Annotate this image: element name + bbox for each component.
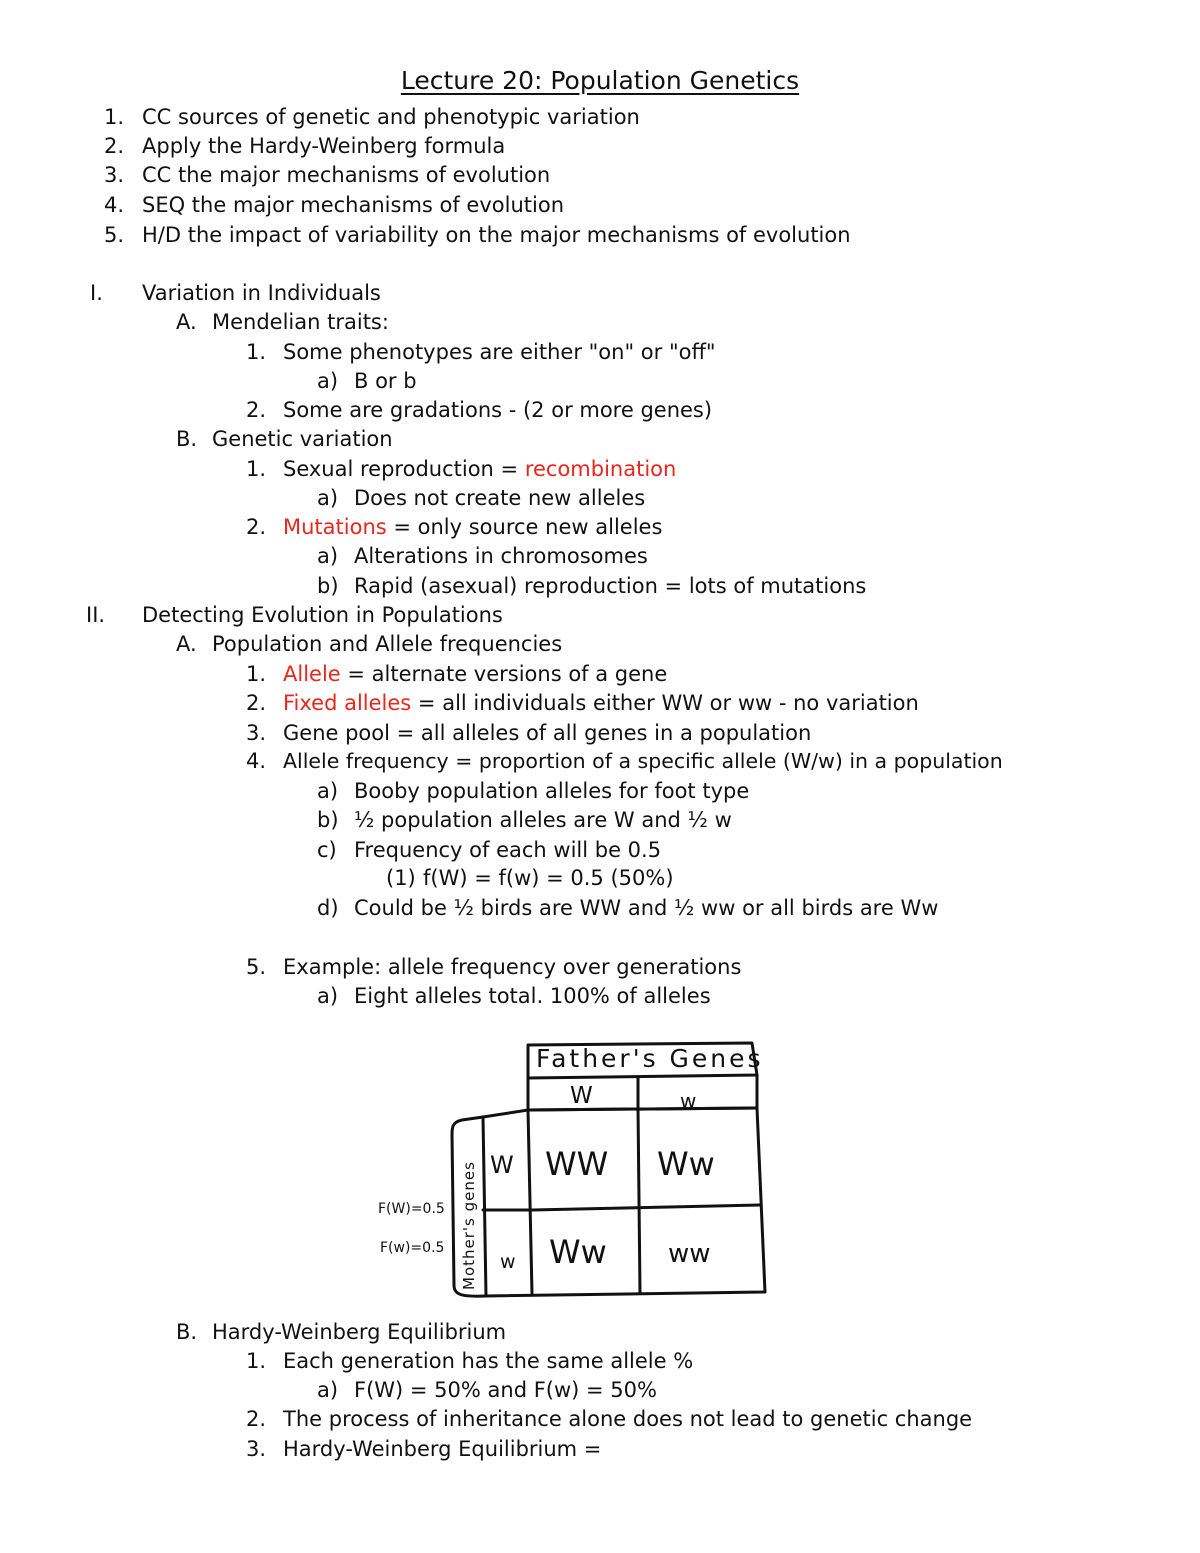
- outline-text: Frequency of each will be 0.5: [354, 838, 662, 862]
- outline-text: f(W) = f(w) = 0.5 (50%): [423, 866, 674, 890]
- cell-WW: WW: [545, 1145, 609, 1183]
- objective-text: Apply the Hardy-Weinberg formula: [142, 134, 506, 158]
- key-term: Allele: [283, 662, 341, 686]
- outline-number: 2.: [246, 1407, 267, 1431]
- grid-center-divider: [638, 1108, 640, 1292]
- grid-top-border: [483, 1108, 757, 1117]
- punnett-labels: [378, 1044, 764, 1290]
- col-allele-W: W: [570, 1083, 593, 1109]
- outline-text: Mendelian traits:: [212, 310, 389, 334]
- key-term: Mutations: [283, 515, 387, 539]
- row-allele-w: w: [500, 1251, 516, 1273]
- outline-letter: B.: [176, 1320, 198, 1344]
- list-number: 3.: [104, 163, 125, 187]
- text-run: = all individuals either WW or ww - no variation: [411, 691, 919, 715]
- text-run: Sexual reproduction =: [283, 457, 525, 481]
- grid-left-divider: [528, 1110, 532, 1294]
- outline-letter: b): [317, 808, 339, 832]
- section-title: Detecting Evolution in Populations: [142, 603, 503, 627]
- outline-text: Booby population alleles for foot type: [354, 779, 750, 803]
- outline-text: Does not create new alleles: [354, 486, 646, 510]
- page-title: Lecture 20: Population Genetics: [400, 66, 800, 95]
- outline-number: 1.: [246, 1349, 267, 1373]
- outline-number: 4.: [246, 749, 267, 773]
- outline-text: ½ population alleles are W and ½ w: [354, 808, 732, 832]
- section-title: Variation in Individuals: [142, 281, 381, 305]
- outline-text: Some phenotypes are either "on" or "off": [283, 340, 716, 364]
- outline-number: 2.: [246, 398, 267, 422]
- cell-ww: ww: [668, 1239, 711, 1269]
- col-allele-w: w: [680, 1089, 697, 1113]
- outline-number: 3.: [246, 721, 267, 745]
- freq-w-label: F(w)=0.5: [380, 1240, 445, 1256]
- outline-item: [0, 1404, 1200, 1434]
- roman-numeral: II.: [86, 603, 106, 627]
- outline-letter: a): [317, 369, 339, 393]
- outline-number: 5.: [246, 955, 267, 979]
- objective-text: CC sources of genetic and phenotypic variation: [142, 105, 640, 129]
- outline-letter: a): [317, 486, 339, 510]
- list-number: 5.: [104, 223, 125, 247]
- outline-text: The process of inheritance alone does not lead to genetic change: [283, 1407, 973, 1431]
- outline-number: 1.: [246, 662, 267, 686]
- grid-outer-border: [483, 1108, 765, 1296]
- key-term: Fixed alleles: [283, 691, 412, 715]
- objective-text: SEQ the major mechanisms of evolution: [142, 193, 564, 217]
- outline-number: 2.: [246, 515, 267, 539]
- list-number: 2.: [104, 134, 125, 158]
- outline-letter: a): [317, 984, 339, 1008]
- outline-text: F(W) = 50% and F(w) = 50%: [354, 1378, 657, 1402]
- outline-number: 1.: [246, 340, 267, 364]
- outline-text: Hardy-Weinberg Equilibrium =: [283, 1437, 602, 1461]
- mother-bracket-top: [462, 1117, 483, 1120]
- outline-letter: A.: [176, 632, 197, 656]
- outline-item: [0, 1434, 1200, 1464]
- list-number: 4.: [104, 193, 125, 217]
- outline-number: 3.: [246, 1437, 267, 1461]
- outline-letter: a): [317, 1378, 339, 1402]
- outline-text: Each generation has the same allele %: [283, 1349, 694, 1373]
- outline-item: [0, 1346, 1200, 1376]
- outline-text: Eight alleles total. 100% of alleles: [354, 984, 711, 1008]
- objective-text: H/D the impact of variability on the major mechanisms of evolution: [142, 223, 851, 247]
- outline-text: Genetic variation: [212, 427, 393, 451]
- outline-text: Allele frequency = proportion of a specific allele (W/w) in a population: [283, 749, 1003, 773]
- outline-letter: c): [317, 838, 337, 862]
- outline-letter: a): [317, 779, 339, 803]
- allele-header-border: [528, 1075, 757, 1110]
- outline-letter: a): [317, 544, 339, 568]
- father-label: Father's Genes: [536, 1044, 764, 1073]
- outline-text: Gene pool = all alleles of all genes in a population: [283, 721, 812, 745]
- roman-numeral: I.: [90, 281, 103, 305]
- grid-middle-divider: [483, 1205, 760, 1210]
- outline-item: [0, 1317, 1200, 1347]
- row-allele-W: W: [490, 1151, 514, 1179]
- outline-letter: B.: [176, 427, 198, 451]
- outline-number: 2.: [246, 691, 267, 715]
- cell-Ww-bottom: Ww: [549, 1233, 607, 1271]
- mother-label: Mother's genes: [460, 1161, 478, 1290]
- outline-text: Alterations in chromosomes: [354, 544, 648, 568]
- text-run: = only source new alleles: [386, 515, 663, 539]
- list-number: 1.: [104, 105, 125, 129]
- outline-letter: d): [317, 896, 339, 920]
- key-term: recombination: [524, 457, 677, 481]
- objective-text: CC the major mechanisms of evolution: [142, 163, 551, 187]
- outline-text: Example: allele frequency over generations: [283, 955, 742, 979]
- outline-text: Hardy-Weinberg Equilibrium: [212, 1320, 507, 1344]
- outline-item: [0, 1375, 1200, 1405]
- freq-W-label: F(W)=0.5: [378, 1201, 445, 1217]
- outline-letter: A.: [176, 310, 197, 334]
- outline-text: B or b: [354, 369, 417, 393]
- outline-number: 1.: [246, 457, 267, 481]
- text-run: = alternate versions of a gene: [340, 662, 668, 686]
- outline-text: Population and Allele frequencies: [212, 632, 563, 656]
- outline-text: Some are gradations - (2 or more genes): [283, 398, 713, 422]
- outline-text: Could be ½ birds are WW and ½ ww or all birds are Ww: [354, 896, 939, 920]
- outline-letter: b): [317, 574, 339, 598]
- outline-text: Rapid (asexual) reproduction = lots of mutations: [354, 574, 867, 598]
- outline-number: (1): [386, 866, 416, 890]
- cell-Ww-top: Ww: [657, 1145, 715, 1183]
